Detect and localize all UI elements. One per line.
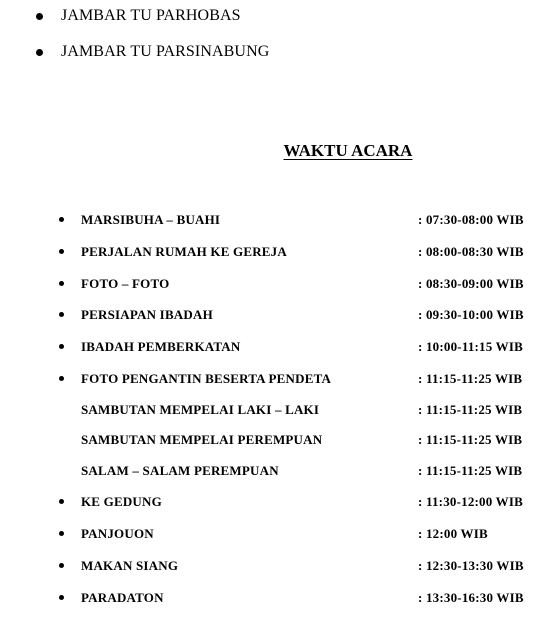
schedule-row	[0, 556, 560, 576]
activity-label: FOTO PENGANTIN BESERTA PENDETA	[81, 371, 332, 386]
time-label: : 10:00-11:15 WIB	[418, 339, 523, 354]
time-label: : 09:30-10:00 WIB	[418, 307, 524, 322]
bullet-icon	[59, 376, 64, 381]
activity-label: PANJOUON	[81, 526, 154, 541]
bullet-icon	[59, 531, 64, 536]
activity-label: SAMBUTAN MEMPELAI PEREMPUAN	[81, 432, 323, 447]
time-label: : 12:00 WIB	[418, 526, 488, 541]
activity-label: SAMBUTAN MEMPELAI LAKI – LAKI	[81, 402, 320, 417]
schedule-row	[0, 210, 560, 230]
schedule-row	[0, 400, 560, 420]
schedule-row	[0, 492, 560, 512]
schedule-row	[0, 430, 560, 450]
bullet-icon	[59, 499, 64, 504]
activity-label: PERSIAPAN IBADAH	[81, 307, 213, 322]
section-title	[0, 141, 560, 161]
schedule-row	[0, 524, 560, 544]
time-label: : 11:15-11:25 WIB	[418, 402, 523, 417]
activity-label: IBADAH PEMBERKATAN	[81, 339, 241, 354]
section-title-text: WAKTU ACARA	[283, 141, 413, 160]
bullet-icon	[59, 249, 64, 254]
time-label: : 11:15-11:25 WIB	[418, 432, 523, 447]
schedule-row	[0, 305, 560, 325]
bullet-icon	[59, 312, 64, 317]
time-label: : 07:30-08:00 WIB	[418, 212, 524, 227]
top-list-item-label: JAMBAR TU PARHOBAS	[61, 7, 241, 24]
schedule-row	[0, 337, 560, 357]
activity-label: PERJALAN RUMAH KE GEREJA	[81, 244, 287, 259]
schedule-row	[0, 461, 560, 481]
activity-label: MARSIBUHA – BUAHI	[81, 212, 221, 227]
schedule-row	[0, 274, 560, 294]
top-list-item	[36, 4, 241, 28]
top-list-item-label: JAMBAR TU PARSINABUNG	[61, 43, 270, 60]
schedule-row	[0, 588, 560, 608]
time-label: : 11:30-12:00 WIB	[418, 494, 523, 509]
time-label: : 13:30-16:30 WIB	[418, 590, 524, 605]
bullet-icon	[59, 281, 64, 286]
bullet-icon	[36, 49, 43, 56]
bullet-icon	[59, 217, 64, 222]
activity-label: FOTO – FOTO	[81, 276, 170, 291]
schedule-row	[0, 369, 560, 389]
activity-label: MAKAN SIANG	[81, 558, 179, 573]
bullet-icon	[59, 563, 64, 568]
bullet-icon	[59, 344, 64, 349]
top-list-item	[36, 40, 269, 64]
time-label: : 08:00-08:30 WIB	[418, 244, 524, 259]
schedule-row	[0, 242, 560, 262]
activity-label: SALAM – SALAM PEREMPUAN	[81, 463, 279, 478]
time-label: : 12:30-13:30 WIB	[418, 558, 524, 573]
time-label: : 11:15-11:25 WIB	[418, 371, 523, 386]
time-label: : 11:15-11:25 WIB	[418, 463, 523, 478]
activity-label: PARADATON	[81, 590, 164, 605]
bullet-icon	[59, 595, 64, 600]
bullet-icon	[36, 13, 43, 20]
time-label: : 08:30-09:00 WIB	[418, 276, 524, 291]
activity-label: KE GEDUNG	[81, 494, 162, 509]
